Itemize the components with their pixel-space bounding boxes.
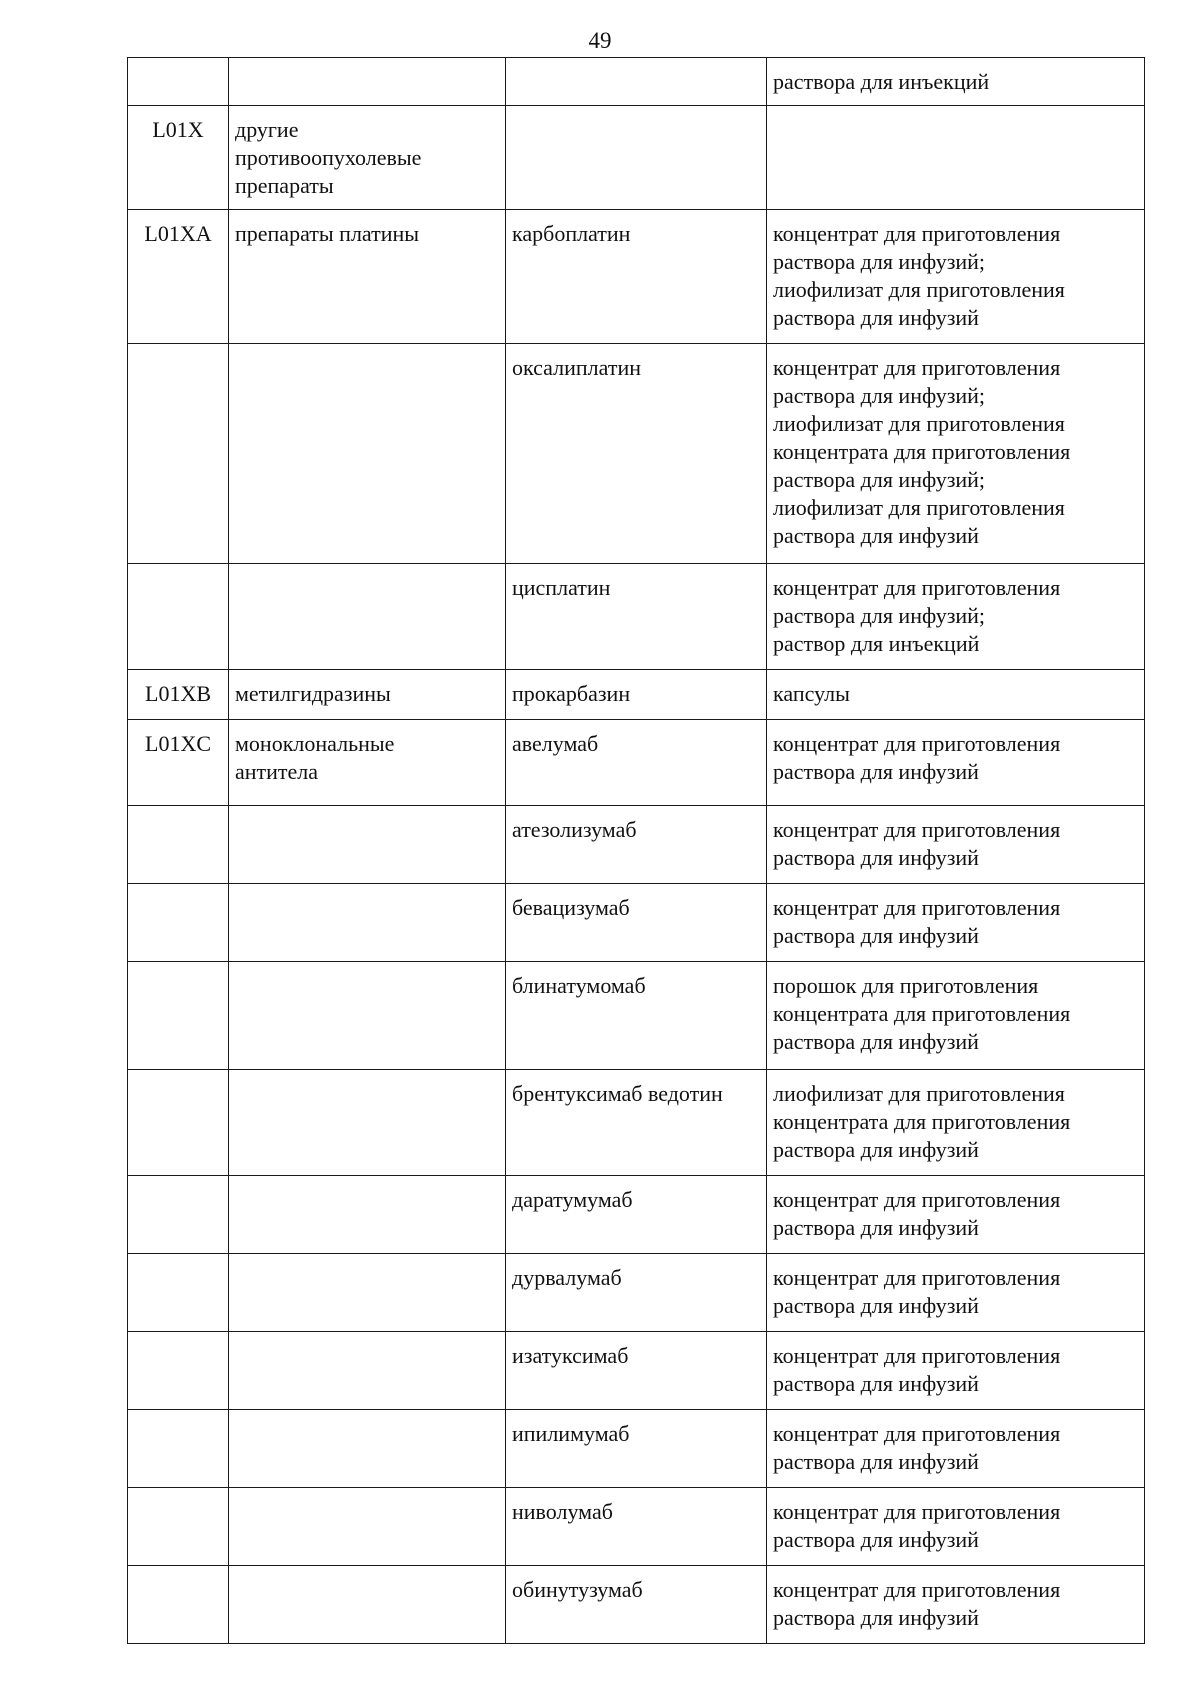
table-row bbox=[128, 210, 1145, 344]
table-row bbox=[128, 58, 1145, 106]
table-row bbox=[128, 1332, 1145, 1410]
drug-name-cell: дурвалумаб bbox=[506, 1254, 767, 1332]
drug-group-cell bbox=[229, 962, 506, 1070]
drug-group-cell bbox=[229, 1176, 506, 1254]
table-row bbox=[128, 962, 1145, 1070]
dosage-form-cell: концентрат для приготовления раствора для инфузий bbox=[767, 1332, 1145, 1410]
drug-name-cell: бевацизумаб bbox=[506, 884, 767, 962]
dosage-form-cell: концентрат для приготовления раствора для инфузий bbox=[767, 1488, 1145, 1566]
drug-group-cell bbox=[229, 58, 506, 106]
drug-name-cell bbox=[506, 106, 767, 210]
drug-table-body bbox=[128, 58, 1145, 1644]
drug-name-cell: брентуксимаб ведотин bbox=[506, 1070, 767, 1176]
drug-name-cell: изатуксимаб bbox=[506, 1332, 767, 1410]
dosage-form-cell: концентрат для приготовления раствора для инфузий bbox=[767, 1410, 1145, 1488]
atc-code-cell bbox=[128, 1332, 229, 1410]
drug-group-cell bbox=[229, 1566, 506, 1644]
dosage-form-cell: концентрат для приготовления раствора для инфузий bbox=[767, 884, 1145, 962]
dosage-form-cell: концентрат для приготовления раствора для инфузий bbox=[767, 1176, 1145, 1254]
table-row bbox=[128, 1176, 1145, 1254]
drug-name-cell: обинутузумаб bbox=[506, 1566, 767, 1644]
atc-code-cell bbox=[128, 806, 229, 884]
drug-name-cell: ипилимумаб bbox=[506, 1410, 767, 1488]
dosage-form-cell: раствора для инъекций bbox=[767, 58, 1145, 106]
drug-name-cell: авелумаб bbox=[506, 720, 767, 806]
atc-code-cell bbox=[128, 884, 229, 962]
drug-group-cell bbox=[229, 1332, 506, 1410]
atc-code-cell bbox=[128, 1254, 229, 1332]
dosage-form-cell: концентрат для приготовления раствора для инфузий; лиофилизат для приготовления концентрата для приготовления раствора для инфузий; лиофилизат для приготовления раствора для инфузий bbox=[767, 344, 1145, 564]
atc-code-cell bbox=[128, 962, 229, 1070]
atc-code-cell bbox=[128, 564, 229, 670]
drug-group-cell: препараты платины bbox=[229, 210, 506, 344]
table-row bbox=[128, 1566, 1145, 1644]
table-row bbox=[128, 106, 1145, 210]
atc-code-cell bbox=[128, 1488, 229, 1566]
dosage-form-cell: порошок для приготовления концентрата для приготовления раствора для инфузий bbox=[767, 962, 1145, 1070]
atc-code-cell: L01XA bbox=[128, 210, 229, 344]
table-row bbox=[128, 344, 1145, 564]
dosage-form-cell: концентрат для приготовления раствора для инфузий bbox=[767, 720, 1145, 806]
drug-name-cell: блинатумомаб bbox=[506, 962, 767, 1070]
drug-group-cell bbox=[229, 1488, 506, 1566]
atc-code-cell bbox=[128, 344, 229, 564]
table-row bbox=[128, 1488, 1145, 1566]
dosage-form-cell: концентрат для приготовления раствора для инфузий bbox=[767, 806, 1145, 884]
atc-code-cell: L01XB bbox=[128, 670, 229, 720]
drug-group-cell bbox=[229, 884, 506, 962]
atc-code-cell bbox=[128, 1176, 229, 1254]
drug-name-cell bbox=[506, 58, 767, 106]
dosage-form-cell: концентрат для приготовления раствора для инфузий; раствор для инъекций bbox=[767, 564, 1145, 670]
drug-group-cell: другие противоопухолевые препараты bbox=[229, 106, 506, 210]
drug-group-cell bbox=[229, 806, 506, 884]
drug-group-cell: метилгидразины bbox=[229, 670, 506, 720]
atc-code-cell: L01X bbox=[128, 106, 229, 210]
table-row bbox=[128, 806, 1145, 884]
drug-name-cell: прокарбазин bbox=[506, 670, 767, 720]
drug-name-cell: цисплатин bbox=[506, 564, 767, 670]
atc-code-cell bbox=[128, 1410, 229, 1488]
atc-code-cell bbox=[128, 1566, 229, 1644]
dosage-form-cell: концентрат для приготовления раствора для инфузий bbox=[767, 1254, 1145, 1332]
table-row bbox=[128, 1254, 1145, 1332]
drug-name-cell: карбоплатин bbox=[506, 210, 767, 344]
table-row bbox=[128, 1070, 1145, 1176]
drug-name-cell: оксалиплатин bbox=[506, 344, 767, 564]
drug-group-cell bbox=[229, 1254, 506, 1332]
dosage-form-cell: капсулы bbox=[767, 670, 1145, 720]
drug-group-cell bbox=[229, 344, 506, 564]
table-row bbox=[128, 670, 1145, 720]
drug-group-cell bbox=[229, 1070, 506, 1176]
drug-group-cell bbox=[229, 1410, 506, 1488]
drug-name-cell: даратумумаб bbox=[506, 1176, 767, 1254]
drug-name-cell: ниволумаб bbox=[506, 1488, 767, 1566]
drug-group-cell: моноклональные антитела bbox=[229, 720, 506, 806]
table-row bbox=[128, 1410, 1145, 1488]
dosage-form-cell: лиофилизат для приготовления концентрата для приготовления раствора для инфузий bbox=[767, 1070, 1145, 1176]
page-number: 49 bbox=[588, 28, 612, 53]
drug-table bbox=[127, 57, 1145, 1644]
table-row bbox=[128, 720, 1145, 806]
atc-code-cell bbox=[128, 58, 229, 106]
dosage-form-cell: концентрат для приготовления раствора для инфузий bbox=[767, 1566, 1145, 1644]
table-row bbox=[128, 564, 1145, 670]
dosage-form-cell: концентрат для приготовления раствора для инфузий; лиофилизат для приготовления раствора для инфузий bbox=[767, 210, 1145, 344]
dosage-form-cell bbox=[767, 106, 1145, 210]
drug-group-cell bbox=[229, 564, 506, 670]
atc-code-cell bbox=[128, 1070, 229, 1176]
table-row bbox=[128, 884, 1145, 962]
drug-name-cell: атезолизумаб bbox=[506, 806, 767, 884]
atc-code-cell: L01XC bbox=[128, 720, 229, 806]
